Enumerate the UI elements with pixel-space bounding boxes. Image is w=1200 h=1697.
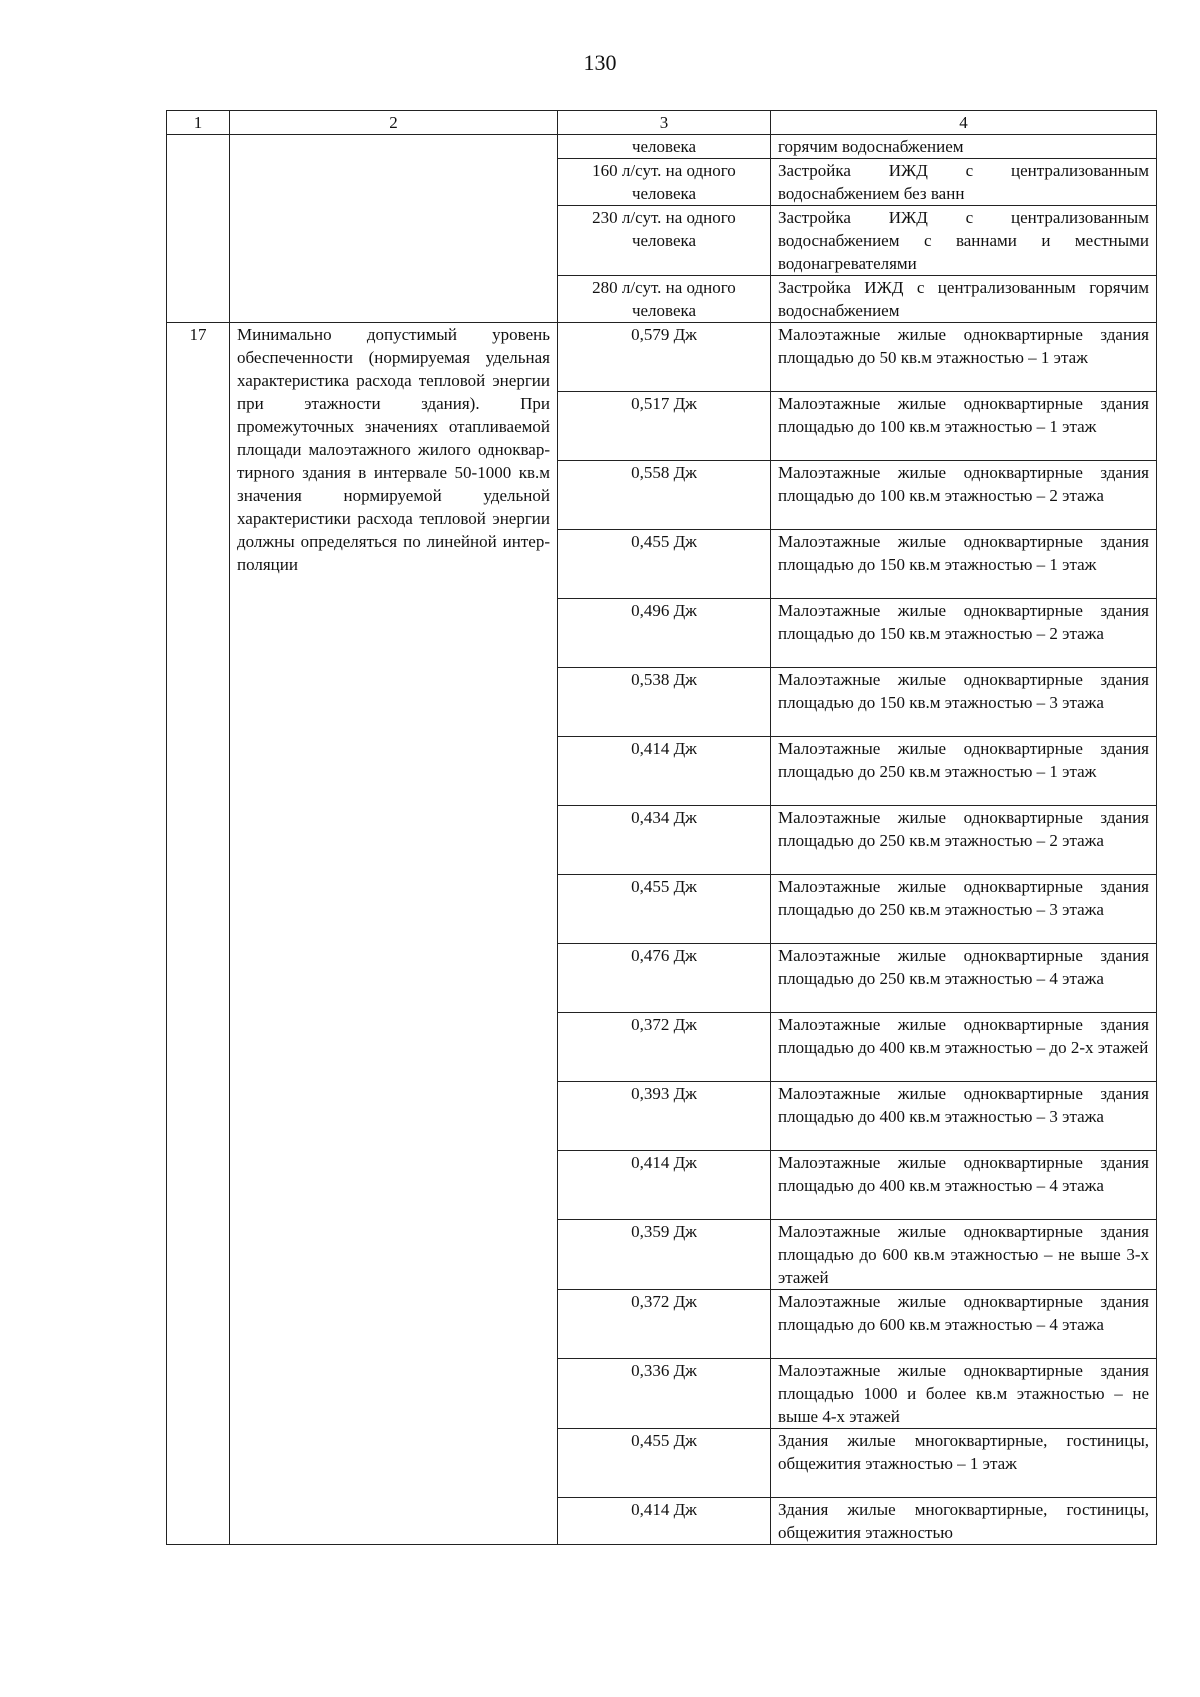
header-col-2: 2 xyxy=(230,111,558,135)
value-cell: 0,476 Дж xyxy=(558,944,771,1013)
value-cell: 0,579 Дж xyxy=(558,323,771,392)
description-cell: Малоэтажные жилые одноквартирные здания площадью 1000 и более кв.м этажностью – не выше 4-х этажей xyxy=(771,1359,1157,1429)
value-cell: 0,372 Дж xyxy=(558,1013,771,1082)
description-cell: Здания жилые многоквартирные, гостиницы, общежития этажностью xyxy=(771,1498,1157,1545)
description-cell: Малоэтажные жилые одноквартирные здания площадью до 250 кв.м этажностью – 3 этажа xyxy=(771,875,1157,944)
value-cell: 0,434 Дж xyxy=(558,806,771,875)
header-col-4: 4 xyxy=(771,111,1157,135)
item-number: 17 xyxy=(167,323,230,1545)
norms-table xyxy=(166,110,1157,1545)
description-cell: Застройка ИЖД с централизованным водоснабжением с ваннами и местными водонагревателями xyxy=(771,206,1157,276)
description-cell: горячим водоснабжением xyxy=(771,135,1157,159)
value-cell: 230 л/сут. на одного человека xyxy=(558,206,771,276)
description-cell: Малоэтажные жилые одноквартирные здания площадью до 100 кв.м этажностью – 2 этажа xyxy=(771,461,1157,530)
value-cell: человека xyxy=(558,135,771,159)
description-cell: Малоэтажные жилые одноквартирные здания площадью до 250 кв.м этажностью – 4 этажа xyxy=(771,944,1157,1013)
value-cell: 0,414 Дж xyxy=(558,1498,771,1545)
description-cell: Малоэтажные жилые одноквартирные здания площадью до 600 кв.м этажностью – 4 этажа xyxy=(771,1290,1157,1359)
continued-title-cell xyxy=(230,135,558,323)
continued-number-cell xyxy=(167,135,230,323)
description-cell: Малоэтажные жилые одноквартирные здания площадью до 50 кв.м этажностью – 1 этаж xyxy=(771,323,1157,392)
description-cell: Малоэтажные жилые одноквартирные здания площадью до 400 кв.м этажностью – 3 этажа xyxy=(771,1082,1157,1151)
item-title: Минимально допустимый уровень обеспеченности (нормируемая удельная характеристика расхода тепловой энергии при этажности здания). При промежуточных значениях отапливаемой площади малоэтажного жилого одноквартирного здания в интервале 50-1000 кв.м значения нормируемой удельной характеристики расхода тепловой энергии должны определяться по линейной интерполяции xyxy=(230,323,558,1545)
value-cell: 0,372 Дж xyxy=(558,1290,771,1359)
value-cell: 280 л/сут. на одного человека xyxy=(558,276,771,323)
header-col-1: 1 xyxy=(167,111,230,135)
table-row xyxy=(167,323,1157,392)
description-cell: Малоэтажные жилые одноквартирные здания площадью до 150 кв.м этажностью – 2 этажа xyxy=(771,599,1157,668)
description-cell: Малоэтажные жилые одноквартирные здания площадью до 100 кв.м этажностью – 1 этаж xyxy=(771,392,1157,461)
description-cell: Малоэтажные жилые одноквартирные здания площадью до 150 кв.м этажностью – 1 этаж xyxy=(771,530,1157,599)
description-cell: Малоэтажные жилые одноквартирные здания площадью до 250 кв.м этажностью – 1 этаж xyxy=(771,737,1157,806)
table-row xyxy=(167,135,1157,159)
description-cell: Здания жилые многоквартирные, гостиницы, общежития этажностью – 1 этаж xyxy=(771,1429,1157,1498)
value-cell: 0,496 Дж xyxy=(558,599,771,668)
description-cell: Малоэтажные жилые одноквартирные здания площадью до 600 кв.м этажностью – не выше 3-х этажей xyxy=(771,1220,1157,1290)
value-cell: 0,393 Дж xyxy=(558,1082,771,1151)
value-cell: 0,455 Дж xyxy=(558,875,771,944)
description-cell: Малоэтажные жилые одноквартирные здания площадью до 400 кв.м этажностью – до 2-х этажей xyxy=(771,1013,1157,1082)
description-cell: Малоэтажные жилые одноквартирные здания площадью до 250 кв.м этажностью – 2 этажа xyxy=(771,806,1157,875)
value-cell: 0,359 Дж xyxy=(558,1220,771,1290)
value-cell: 0,558 Дж xyxy=(558,461,771,530)
description-cell: Малоэтажные жилые одноквартирные здания площадью до 150 кв.м этажностью – 3 этажа xyxy=(771,668,1157,737)
description-cell: Застройка ИЖД с централизованным горячим водоснабжением xyxy=(771,276,1157,323)
header-col-3: 3 xyxy=(558,111,771,135)
description-cell: Застройка ИЖД с централизованным водоснабжением без ванн xyxy=(771,159,1157,206)
table-header-row xyxy=(167,111,1157,135)
value-cell: 0,414 Дж xyxy=(558,737,771,806)
value-cell: 160 л/сут. на одного человека xyxy=(558,159,771,206)
value-cell: 0,414 Дж xyxy=(558,1151,771,1220)
value-cell: 0,455 Дж xyxy=(558,530,771,599)
page-number: 130 xyxy=(583,50,617,75)
value-cell: 0,336 Дж xyxy=(558,1359,771,1429)
value-cell: 0,538 Дж xyxy=(558,668,771,737)
value-cell: 0,455 Дж xyxy=(558,1429,771,1498)
value-cell: 0,517 Дж xyxy=(558,392,771,461)
description-cell: Малоэтажные жилые одноквартирные здания площадью до 400 кв.м этажностью – 4 этажа xyxy=(771,1151,1157,1220)
